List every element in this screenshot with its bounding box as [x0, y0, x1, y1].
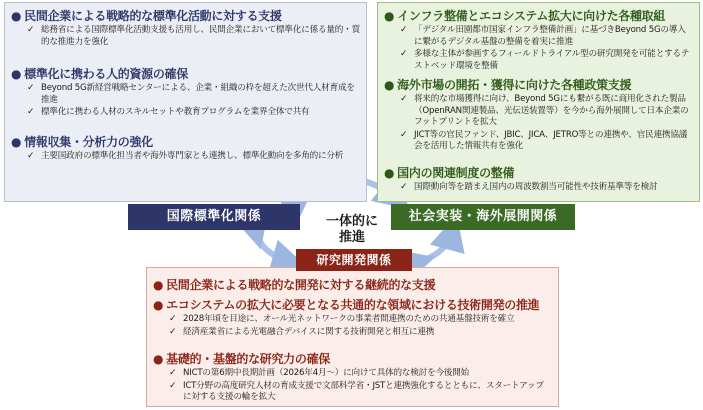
checkmark-icon: ✓	[400, 182, 408, 192]
right-double-arrow-icon	[418, 232, 452, 262]
social-section-1-item-2: ✓ 多様な主体が参画するフィールドトライアル型の研究開発を可能とするテストベッド環境を整備	[400, 49, 690, 71]
intl-section-3	[11, 135, 360, 163]
rd-section-3	[153, 352, 552, 404]
intl-section-2-item-2: ✓ 標準化に携わる人材のスキルセットや教育プログラムを業界全体で共有	[27, 107, 310, 117]
rd-section-3-heading: ● 基礎的・基盤的な研究力の確保	[153, 352, 330, 366]
social-section-2-heading: ● 海外市場の開拓・獲得に向けた各種政策支援	[384, 78, 632, 92]
left-double-arrow-icon	[256, 232, 290, 262]
checkmark-icon: ✓	[27, 151, 35, 161]
circle-bullet-icon: ●	[11, 9, 22, 23]
circle-bullet-icon: ●	[384, 166, 395, 180]
intl-section-1	[11, 9, 360, 48]
rd-section-2-item-1: ✓ 2028年頃を目途に、オール光ネットワークの事業者間連携のための共通基盤技術を確立	[169, 314, 515, 324]
social-section-3	[384, 166, 693, 194]
intl-section-2	[11, 67, 360, 119]
checkmark-icon: ✓	[400, 25, 408, 35]
social-section-1-heading: ● インフラ整備とエコシステム拡大に向けた各種取組	[384, 9, 666, 23]
social-section-2	[384, 78, 693, 153]
checkmark-icon: ✓	[27, 107, 35, 117]
circle-bullet-icon: ●	[384, 9, 395, 23]
checkmark-icon: ✓	[400, 49, 408, 59]
social-section-2-item-1: ✓ 将来的な市場獲得に向け、Beyond 5Gにも繋がる既に商用化された製品（OpenRAN関連製品、光伝送装置等）を今から海外展開して日本企業のフットプリントを拡大	[400, 94, 689, 127]
rd-section-2-heading: ● エコシステムの拡大に必要となる共通的な領域における技術開発の推進	[153, 298, 540, 312]
intl-section-2-heading: ● 標準化に携わる人的資源の確保	[11, 67, 188, 81]
social-section-2-item-2: ✓ JICT等の官民ファンド、JBIC、JICA、JETRO等との連携や、官民連携協議会を活用した情報共有を強化	[400, 129, 688, 151]
rd-section-2-item-2: ✓ 経済産業省による光電融合デバイスに関する技術開発と相互に連携	[169, 326, 435, 337]
circle-bullet-icon: ●	[153, 278, 164, 292]
intl-section-3-heading: ● 情報収集・分析力の強化	[11, 135, 153, 149]
rd-section-3-item-1: ✓ NICTの第6期中長期計画（2026年4月～）に向けて具体的な検討を今後開始	[169, 368, 470, 378]
social-section-3-heading: ● 国内の関連制度の整備	[384, 166, 515, 180]
circle-bullet-icon: ●	[153, 352, 164, 366]
intl-section-1-heading: ● 民間企業による戦略的な標準化活動に対する支援	[11, 9, 282, 23]
checkmark-icon: ✓	[400, 94, 408, 104]
research-development-panel	[146, 267, 559, 407]
intl-section-3-item-1: ✓ 主要国政府の標準化担当者や海外専門家とも連携し、標準化動向を多角的に分析	[27, 151, 344, 161]
intl-section-2-item-1: ✓ Beyond 5G新経営戦略センターによる、企業・組織の枠を超えた次世代人材育成を推進	[27, 83, 355, 105]
social-section-1-item-1: ✓ 「デジタル田園都市国家インフラ整備計画」に基づきBeyond 5Gの導入に繋がるデジタル基盤の整備を着実に推進	[400, 25, 686, 47]
social-implementation-label: 社会実装・海外展開関係	[391, 204, 575, 230]
checkmark-icon: ✓	[27, 25, 35, 35]
social-section-3-item-1: ✓ 国際動向等を踏まえ国内の周波数割当可能性や技術基準等を検討	[400, 182, 658, 192]
rd-section-2	[153, 298, 552, 338]
circle-bullet-icon: ●	[153, 298, 164, 312]
center-text-line-2: 推進	[338, 230, 365, 245]
rd-section-3-item-2: ✓ ICT分野の高度研究人材の育成支援で文部科学省・JSTと連携強化するとともに、スタートアップに対する支援の輪を拡大	[169, 380, 544, 402]
checkmark-icon: ✓	[169, 368, 177, 378]
center-text-line-1: 一体的に	[325, 214, 378, 229]
international-standardization-panel	[4, 2, 367, 202]
rd-section-1	[153, 278, 552, 293]
international-standardization-label: 国際標準化関係	[128, 204, 300, 230]
intl-section-1-item-1: ✓ 総務省による国際標準化活動支援も活用し、民間企業において標準化に係る量的・質的な推進力を強化	[27, 25, 360, 47]
checkmark-icon: ✓	[169, 326, 177, 337]
circle-bullet-icon: ●	[384, 78, 395, 92]
integrated-promotion-text	[304, 214, 400, 246]
social-implementation-panel	[377, 2, 700, 202]
social-section-1	[384, 9, 693, 72]
circle-bullet-icon: ●	[11, 67, 22, 81]
circle-bullet-icon: ●	[11, 135, 22, 149]
rd-section-1-heading: ● 民間企業による戦略的な開発に対する継続的な支援	[153, 278, 436, 292]
research-development-label: 研究開発関係	[296, 249, 412, 271]
checkmark-icon: ✓	[169, 314, 177, 324]
checkmark-icon: ✓	[169, 380, 177, 391]
checkmark-icon: ✓	[27, 83, 35, 93]
checkmark-icon: ✓	[400, 129, 408, 140]
